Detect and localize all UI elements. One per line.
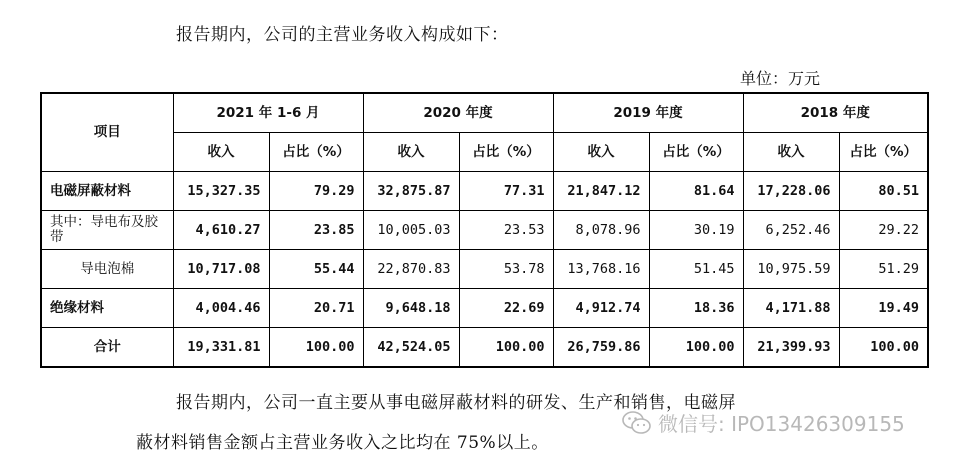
ratio-header: 占比（%） [459,133,553,172]
cell-ratio: 23.85 [269,211,363,250]
cell-ratio: 29.22 [839,211,928,250]
income-header: 收入 [363,133,459,172]
cell-income: 17,228.06 [743,172,839,211]
cell-income: 8,078.96 [553,211,649,250]
cell-income: 6,252.46 [743,211,839,250]
income-header: 收入 [173,133,269,172]
table-row [41,211,928,250]
table-row [41,172,928,211]
cell-ratio: 19.49 [839,289,928,328]
cell-income: 22,870.83 [363,250,459,289]
ratio-header: 占比（%） [839,133,928,172]
header-row-periods [41,93,928,133]
cell-income: 32,875.87 [363,172,459,211]
cell-ratio: 53.78 [459,250,553,289]
ratio-header: 占比（%） [269,133,363,172]
cell-ratio: 55.44 [269,250,363,289]
cell-ratio: 23.53 [459,211,553,250]
cell-income: 4,610.27 [173,211,269,250]
unit-label: 单位：万元 [740,69,821,88]
row-label: 其中：导电布及胶带 [41,211,173,250]
cell-income: 21,399.93 [743,328,839,368]
cell-ratio: 80.51 [839,172,928,211]
watermark [622,408,905,437]
cell-income: 10,005.03 [363,211,459,250]
income-header: 收入 [743,133,839,172]
ratio-header: 占比（%） [649,133,743,172]
period-header: 2021 年 1-6 月 [173,93,363,133]
cell-income: 9,648.18 [363,289,459,328]
cell-income: 15,327.35 [173,172,269,211]
cell-ratio: 100.00 [839,328,928,368]
intro-text: 报告期内，公司的主营业务收入构成如下： [176,25,509,45]
income-header: 收入 [553,133,649,172]
revenue-table [40,92,929,368]
period-header: 2019 年度 [553,93,743,133]
total-row [41,328,928,368]
cell-income: 4,004.46 [173,289,269,328]
cell-income: 21,847.12 [553,172,649,211]
cell-ratio: 100.00 [269,328,363,368]
cell-income: 10,717.08 [173,250,269,289]
cell-ratio: 30.19 [649,211,743,250]
period-header: 2018 年度 [743,93,928,133]
cell-income: 10,975.59 [743,250,839,289]
cell-income: 19,331.81 [173,328,269,368]
paragraph-line: 蔽材料销售金额占主营业务收入之比均在 75%以上。 [136,433,549,453]
header-row-sub [41,133,928,172]
cell-income: 4,171.88 [743,289,839,328]
cell-income: 4,912.74 [553,289,649,328]
table-row [41,250,928,289]
cell-income: 42,524.05 [363,328,459,368]
cell-income: 13,768.16 [553,250,649,289]
item-header: 项目 [41,93,173,172]
row-label: 电磁屏蔽材料 [41,172,173,211]
watermark-text: 微信号: IPO13426309155 [658,412,905,436]
cell-ratio: 20.71 [269,289,363,328]
paragraph-line: 报告期内，公司一直主要从事电磁屏蔽材料的研发、生产和销售，电磁屏 [176,393,736,413]
cell-ratio: 81.64 [649,172,743,211]
wechat-icon [622,410,652,436]
cell-ratio: 18.36 [649,289,743,328]
row-label: 导电泡棉 [41,250,173,289]
table-row [41,289,928,328]
cell-ratio: 22.69 [459,289,553,328]
row-label: 合计 [41,328,173,368]
cell-ratio: 79.29 [269,172,363,211]
cell-ratio: 77.31 [459,172,553,211]
cell-ratio: 100.00 [459,328,553,368]
row-label: 绝缘材料 [41,289,173,328]
period-header: 2020 年度 [363,93,553,133]
cell-ratio: 51.45 [649,250,743,289]
cell-ratio: 51.29 [839,250,928,289]
cell-income: 26,759.86 [553,328,649,368]
cell-ratio: 100.00 [649,328,743,368]
